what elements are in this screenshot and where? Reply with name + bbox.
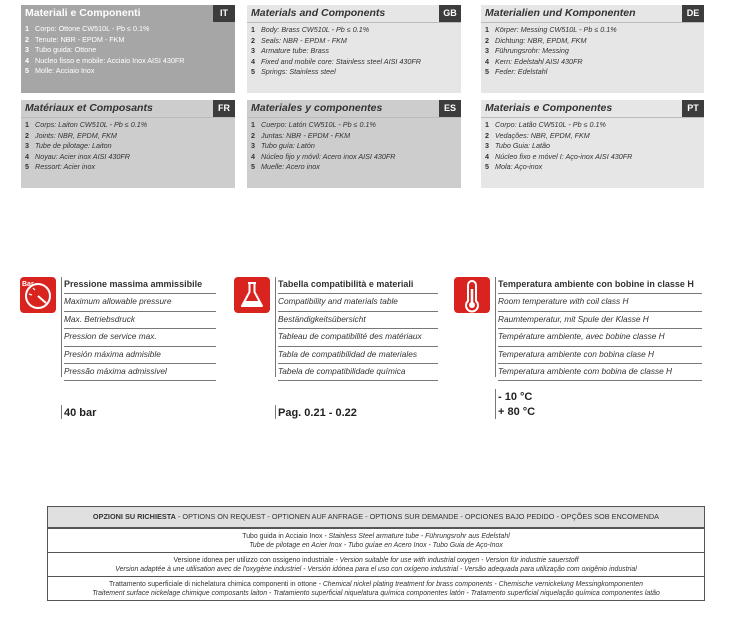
spec-line: Pressão máxima admissivel: [64, 364, 216, 381]
materials-card-gb: [247, 5, 461, 93]
materials-card-fr: [21, 100, 235, 188]
list-item: 3 Tube de pilotage: Laiton: [25, 141, 112, 150]
list-item: 2 Dichtung: NBR, EPDM, FKM: [485, 35, 587, 45]
list-item: 2 Seals: NBR - EPDM - FKM: [251, 35, 347, 45]
list-item: 3 Armature tube: Brass: [251, 46, 329, 55]
list-item: 4 Núcleo fixo e móvel I: Aço-inox AISI 430FR: [485, 151, 633, 161]
spec-value-max: + 80 °C: [498, 406, 536, 418]
table-row: Versione idonea per utilizzo con ossigeno industriale - Version suitable for use with industrial oxygen - Version für industrie sauerstoff Version adaptée à une utilisation avec de l'oxygène industriel - Versión idónea para el uso con oxígeno industrial - Versão adequada para utilização com oxigênio industrial: [48, 552, 704, 576]
table-row: Tubo guida in Acciaio Inox - Stainless Steel armature tube - Führungsrohr aus Edelstahl Tube de pilotage en Acier Inox - Tubo guíae en Acero Inox - Tubo Guia de Aço-Inox: [48, 528, 704, 552]
list-item: 4 Fixed and mobile core: Stainless steel AISI 430FR: [251, 56, 421, 66]
spec-line: Temperatura ambiente com bobina de classe H: [498, 364, 702, 381]
spec-title: Temperatura ambiente con bobine in classe H: [498, 277, 702, 294]
list-item: 1 Cuerpo: Latón CW510L - Pb ≤ 0.1%: [251, 120, 376, 129]
thermometer-icon: [454, 277, 490, 313]
list-item: 1 Corps: Laiton CW510L - Pb ≤ 0.1%: [25, 120, 148, 129]
language-code: DE: [682, 5, 704, 22]
spec-line: Compatibility and materials table: [278, 294, 438, 311]
spec-title: Tabella compatibilità e materiali: [278, 277, 438, 294]
list-item: 3 Tubo guida: Ottone: [25, 45, 97, 54]
language-code: ES: [439, 100, 461, 117]
materials-card-es: [247, 100, 461, 188]
table-row: Trattamento superficiale di nichelatura chimica componenti in ottone - Chemical nickel plating treatment for brass components - Chemische vernickelung Messingkomponenten Traitement surface nickelage chimique composants laiton - Tratamiento superficial niquelatura química componentes latón - Tratamento superficial niquelação química componentes latão: [48, 576, 704, 600]
options-table: [47, 506, 705, 601]
materials-card-it: [21, 5, 235, 93]
list-item: 1 Body: Brass CW510L - Pb ≤ 0.1%: [251, 25, 370, 34]
list-item: 5 Mola: Aço-inox: [485, 162, 543, 171]
list-item: 5 Springs: Stainless steel: [251, 67, 336, 76]
list-item: 3 Führungsrohr: Messing: [485, 46, 569, 55]
language-code: IT: [213, 5, 235, 22]
list-item: 5 Muelle: Acero inox: [251, 162, 320, 171]
list-item: 3 Tubo guía: Latón: [251, 141, 315, 150]
card-title: Materialien und Komponenten: [485, 7, 636, 19]
card-title: Materiali e Componenti: [25, 7, 141, 19]
list-item: 1 Corpo: Latão CW510L - Pb ≤ 0.1%: [485, 120, 606, 129]
card-title: Materiais e Componentes: [485, 102, 613, 114]
list-item: 4 Kern: Edelstahl AISI 430FR: [485, 56, 583, 66]
list-item: 5 Ressort: Acier inox: [25, 162, 96, 171]
spec-value: 40 bar: [64, 407, 97, 419]
materials-card-pt: [481, 100, 704, 188]
spec-line: Température ambiente, avec bobine classe H: [498, 329, 702, 346]
list-item: 2 Tenute: NBR - EPDM - FKM: [25, 34, 125, 44]
spec-title: Pressione massima ammissibile: [64, 277, 216, 294]
materials-card-de: [481, 5, 704, 93]
card-title: Materiales y componentes: [251, 102, 383, 114]
spec-line: Tabela de compatibilidade química: [278, 364, 438, 381]
spec-line: Pression de service max.: [64, 329, 216, 346]
spec-line: Raumtemperatur, mit Spule der Klasse H: [498, 312, 702, 329]
spec-line: Tabla de compatibilidad de materiales: [278, 347, 438, 364]
list-item: 5 Feder: Edelstahl: [485, 67, 548, 76]
card-title: Matériaux et Composants: [25, 102, 153, 114]
language-code: PT: [682, 100, 704, 117]
list-item: 1 Körper: Messing CW510L - Pb ≤ 0.1%: [485, 25, 617, 34]
language-code: FR: [213, 100, 235, 117]
list-item: 4 Nucleo fisso e mobile: Acciaio Inox AISI 430FR: [25, 55, 185, 65]
spec-line: Temperatura ambiente con bobina clase H: [498, 347, 702, 364]
list-item: 3 Tubo Guia: Latão: [485, 141, 551, 150]
language-code: GB: [439, 5, 461, 22]
spec-line: Presión máxima admisible: [64, 347, 216, 364]
spec-line: Beständigkeitsübersicht: [278, 312, 438, 329]
list-item: 2 Juntas: NBR - EPDM - FKM: [251, 130, 351, 140]
spec-line: Tableau de compatibilité des matériaux: [278, 329, 438, 346]
spec-line: Maximum allowable pressure: [64, 294, 216, 311]
list-item: 5 Molle: Acciaio Inox: [25, 66, 95, 75]
svg-text:Bar: Bar: [22, 281, 34, 288]
options-heading: OPZIONI SU RICHIESTA - OPTIONS ON REQUEST - OPTIONEN AUF ANFRAGE - OPTIONS SUR DEMANDE - OPCIONES BAJO PEDIDO - OPÇÕES SOB ENCOMENDA: [48, 507, 704, 528]
spec-value: Pag. 0.21 - 0.22: [278, 407, 357, 419]
card-title: Materials and Components: [251, 7, 386, 19]
list-item: 4 Núcleo fijo y móvil: Acero inox AISI 430FR: [251, 151, 396, 161]
list-item: 2 Vedações: NBR, EPDM, FKM: [485, 130, 590, 140]
flask-icon: [234, 277, 270, 313]
spec-line: Room temperature with coil class H: [498, 294, 702, 311]
pressure-gauge-icon: [20, 277, 56, 313]
spec-value-min: - 10 °C: [498, 391, 533, 403]
spec-line: Max. Betriebsdruck: [64, 312, 216, 329]
list-item: 4 Noyau: Acier inox AISI 430FR: [25, 151, 130, 161]
list-item: 1 Corpo: Ottone CW510L - Pb ≤ 0.1%: [25, 24, 150, 33]
list-item: 2 Joints: NBR, EPDM, FKM: [25, 130, 117, 140]
